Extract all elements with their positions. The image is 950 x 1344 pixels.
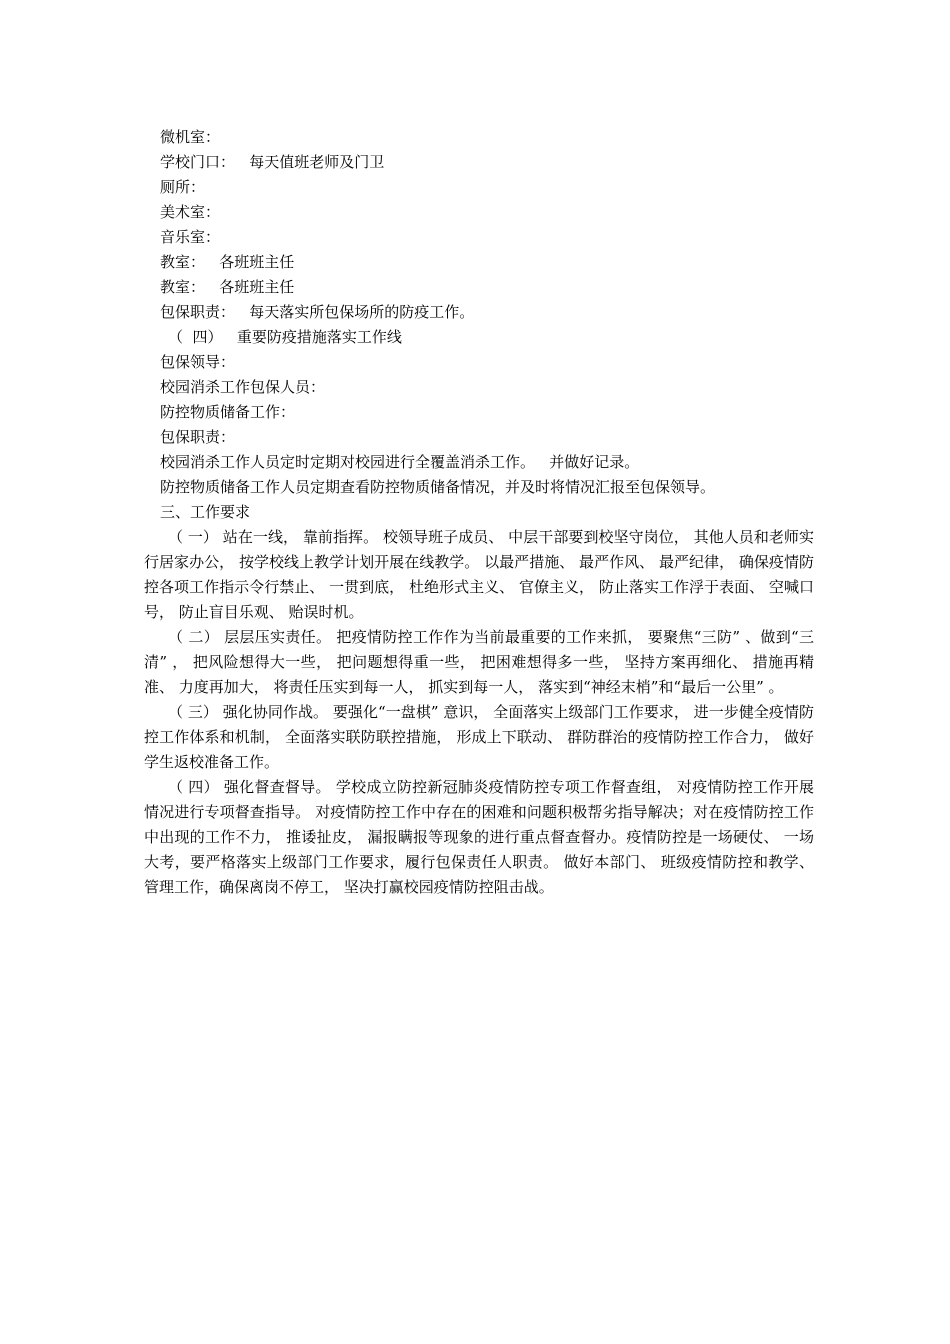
paragraph: （ 三） 强化协同作战。 要强化“一盘棋” 意识， 全面落实上级部门工作要求， 进一步健全疫情防控工作体系和机制， 全面落实联防联控措施， 形成上下联动、 群防群治的疫情防控工作合力， 做好学生返校准备工作。 [144, 703, 814, 771]
text-line: 包保职责： 每天落实所包保场所的防疫工作。 [160, 303, 475, 321]
document-body [144, 125, 814, 900]
text-line: 微机室： [160, 128, 221, 146]
text-line: 防控物质储备工作： [160, 403, 296, 421]
text-line: 防控物质储备工作人员定期查看防控物质储备情况，并及时将情况汇报至包保领导。 [160, 478, 716, 496]
text-line: 包保职责： [160, 428, 236, 446]
text-line: 音乐室： [160, 228, 221, 246]
text-line: 厕所： [160, 178, 206, 196]
text-line: 校园消杀工作人员定时定期对校园进行全覆盖消杀工作。 并做好记录。 [160, 453, 640, 471]
section-heading: （ 四） 重要防疫措施落实工作线 [168, 328, 402, 346]
section-heading: 三、工作要求 [160, 503, 251, 521]
text-line: 美术室： [160, 203, 221, 221]
text-line: 教室： 各班班主任 [160, 253, 295, 271]
text-line: 教室： 各班班主任 [160, 278, 295, 296]
text-line: 包保领导： [160, 353, 236, 371]
text-line: 学校门口： 每天值班老师及门卫 [160, 153, 385, 171]
paragraph: （ 二） 层层压实责任。 把疫情防控工作作为当前最重要的工作来抓， 要聚焦“三防” 、做到“三清” ， 把风险想得大一些， 把问题想得重一些， 把困难想得多一些， 坚持方案再细化、 措施再精准、 力度再加大， 将责任压实到每一人， 抓实到每一人， 落实到“神经末梢”和“最后一公里” 。 [144, 628, 814, 696]
paragraph: （ 一） 站在一线， 靠前指挥。 校领导班子成员、 中层干部要到校坚守岗位， 其他人员和老师实行居家办公， 按学校线上教学计划开展在线教学。 以最严措施、 最严作风、 最严纪律， 确保疫情防控各项工作指示令行禁止、 一贯到底， 杜绝形式主义、 官僚主义， 防止落实工作浮于表面、 空喊口号， 防止盲目乐观、 贻误时机。 [144, 528, 814, 621]
text-line: 校园消杀工作包保人员： [160, 378, 326, 396]
paragraph: （ 四） 强化督查督导。 学校成立防控新冠肺炎疫情防控专项工作督查组， 对疫情防控工作开展情况进行专项督查指导。 对疫情防控工作中存在的困难和问题积极帮劣指导解决；对在疫情防控工作中出现的工作不力， 推诿扯皮， 漏报瞒报等现象的进行重点督查督办。疫情防控是一场硬仗、 一场大考，要严格落实上级部门工作要求，履行包保责任人职责。 做好本部门、 班级疫情防控和教学、 管理工作，确保离岗不停工， 坚决打赢校园疫情防控阻击战。 [144, 778, 814, 896]
